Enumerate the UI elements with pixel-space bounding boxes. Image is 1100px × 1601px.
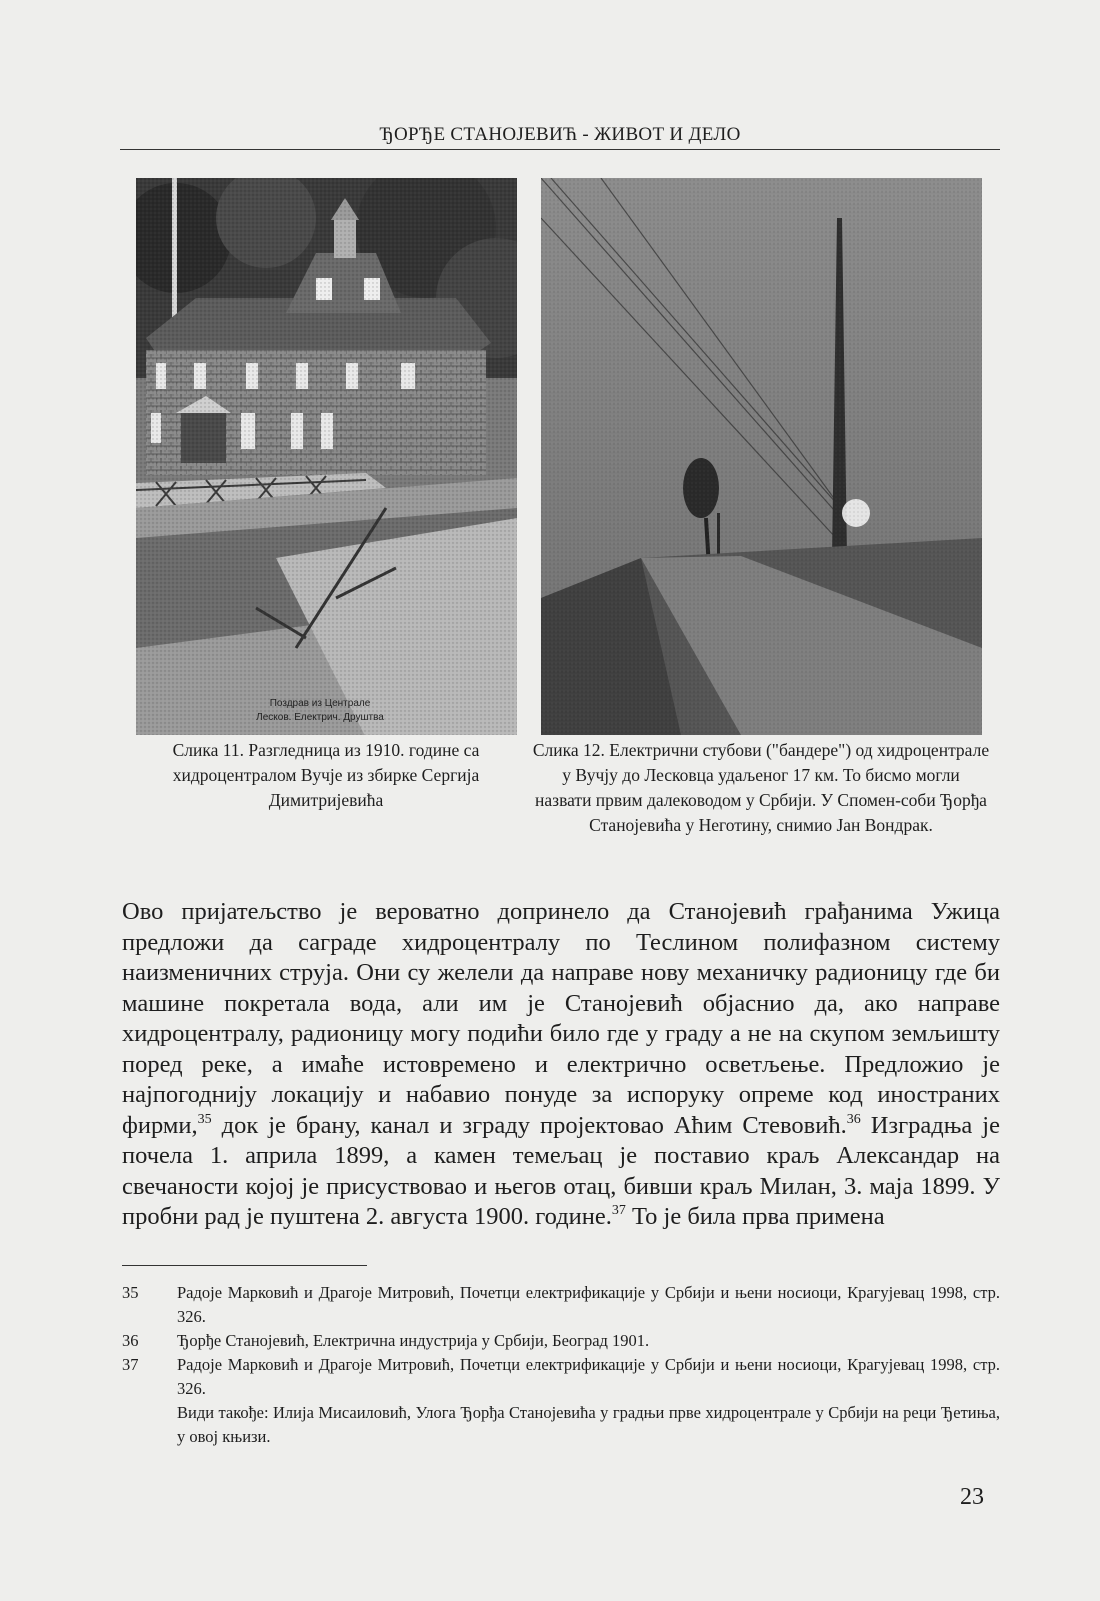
footnotes [122, 1281, 1000, 1449]
running-header: ЂОРЂЕ СТАНОЈЕВИЋ - ЖИВОТ И ДЕЛО [379, 124, 741, 145]
footnote-number: 36 [122, 1331, 139, 1350]
footnote-ref-35: 35 [197, 1111, 212, 1127]
footnote [122, 1353, 1000, 1401]
body-text-part4: То је била прва примена [625, 1203, 885, 1230]
body-text-part3: Изградња је почела 1. априла 1899, а камен темељац је поставио краљ Александар на свечаности којој је присуствовао и његов отац, бивши краљ Милан, 3. маја 1899. У пробни рад је пуштена 2. августа 1900. године. [122, 1111, 1000, 1230]
footnote-text: Ђорђе Станојевић, Електрична индустрија у Србији, Београд 1901. [177, 1331, 650, 1350]
footnote-number: 37 [122, 1355, 139, 1374]
footnote-text: Радоје Марковић и Драгоје Митровић, Почетци електрификације у Србији и њени носиоци, Крагујевац 1998, стр. 326. [177, 1355, 1000, 1398]
footnote-text: Види такође: Илија Мисаиловић, Улога Ђорђа Станојевића у градњи прве хидроцентрале у Србији на реци Ђетиња, у овој књизи. [177, 1403, 1000, 1446]
body-text-part2: док је брану, канал и зграду пројектовао Аћим Стевовић. [211, 1111, 847, 1139]
postcard-printed-text [190, 697, 450, 725]
body-paragraph [122, 897, 1000, 1233]
footnote-number: 35 [122, 1283, 139, 1302]
figure-12-caption: Слика 12. Електрични стубови ("бандере") од хидроцентрале у Вучју до Лесковца удаљеног 17 км. То бисмо могли назвати првим далеководом у Србији. У Спомен-соби Ђорђа Станојевића у Неготину, снимио Јан Вондрак. [532, 740, 990, 835]
footnote [122, 1401, 1000, 1449]
postcard-text-line1: Поздрав из Централе [269, 698, 371, 709]
postcard-text-line2: Лесков. Електрич. Друштва [256, 712, 384, 723]
figure-11-photo [136, 178, 517, 735]
figure-12-photo [541, 178, 982, 735]
footnote-ref-37: 37 [611, 1203, 626, 1218]
figure-11-caption: Слика 11. Разгледница из 1910. године са хидроцентралом Вучје из збирке Сергија Димитријевића [172, 740, 480, 810]
page-number: 23 [960, 1484, 984, 1510]
body-text-part1: Ово пријатељство је вероватно допринело да Станојевић грађанима Ужица предложи да саграде хидроцентралу по Теслином полифазном систему наизменичних струја. Они су желели да направе нову механичку радионицу где би машине покретала вода, али им је Станојевић објаснио да, ако направе хидроцентралу, радионицу могу подићи било где у граду а не на скупом земљишту поред реке, а имаће истовремено и електрично осветљење. Предложио је најпогоднију локацију и набавио понуде за испоруку опреме код иностраних фирми, [122, 898, 1000, 1139]
footnote-text: Радоје Марковић и Драгоје Митровић, Почетци електрификације у Србији и њени носиоци, Крагујевац 1998, стр. 326. [177, 1283, 1000, 1326]
header-rule [120, 149, 1000, 150]
footnote [122, 1281, 1000, 1329]
footnote [122, 1329, 1000, 1353]
footnote-ref-36: 36 [846, 1111, 861, 1127]
footnote-rule [122, 1265, 367, 1266]
